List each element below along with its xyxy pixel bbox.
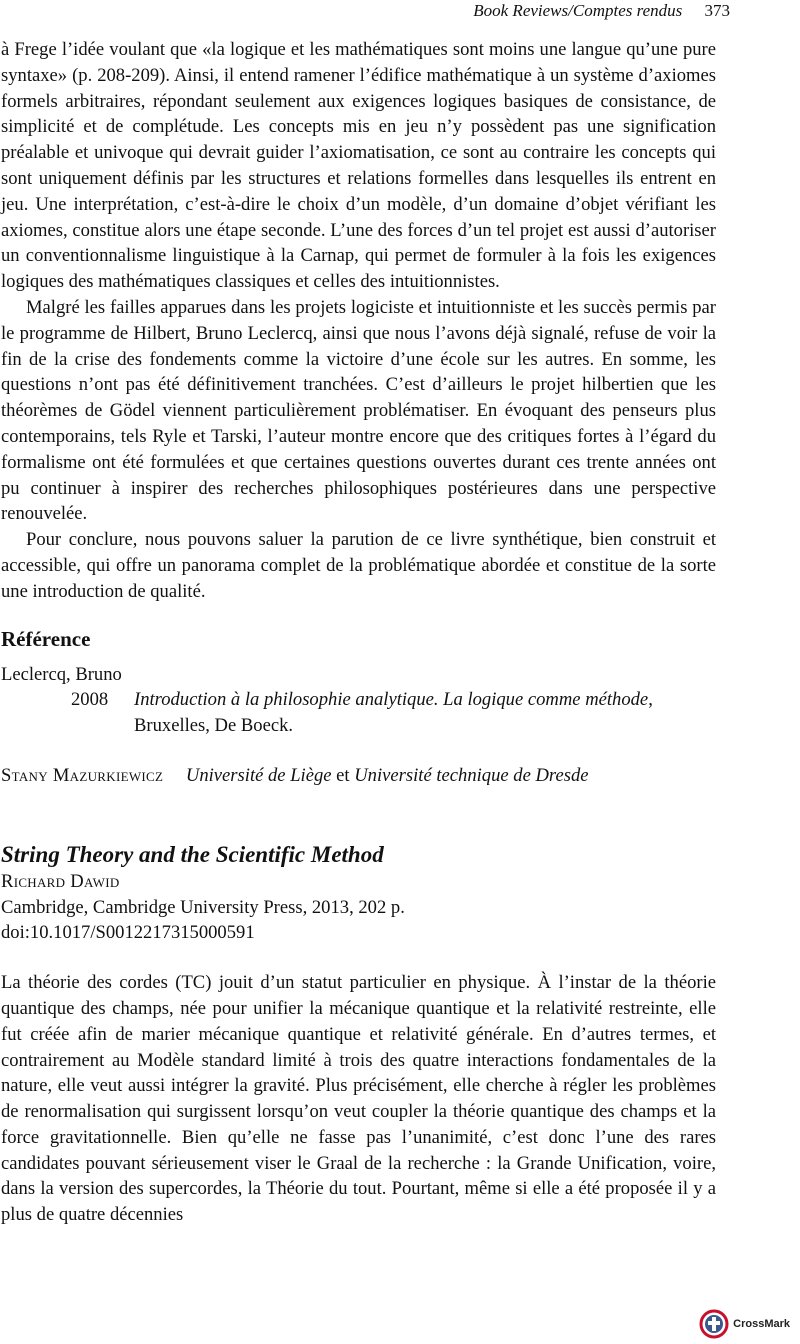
reviewer-conjunction: et — [336, 764, 350, 786]
paragraph-2: Malgré les failles apparues dans les projets logiciste et intuitionniste et les succès permis par le programme de Hilbert, Bruno Leclercq, ainsi que nous l’avons déjà signalé, refuse de voir la fin de la crise des fondements comme la victoire d’une école sur les autres. En somme, les questions n’ont pas été définitivement tranchées. C’est d’ailleurs le projet hilbertien que les théorèmes de Gödel viennent particulièrement problématiser. En évoquant des penseurs plus contemporains, tels Ryle et Tarski, l’auteur montre encore que des critiques fortes à l’égard du formalisme ont été formulées et que certaines questions ouvertes durant ces trente années ont pu continuer à inspirer des recherches philosophiques postérieures dans une perspective renouvelée. — [1, 296, 716, 525]
reference-title: Introduction à la philosophie analytique. La logique comme méthode — [134, 689, 649, 711]
reviewer-affiliation-2: Université technique de Dresde — [354, 764, 589, 786]
review-book-title: String Theory and the Scientific Method — [1, 841, 384, 867]
crossmark-label: CrossMark — [733, 1318, 790, 1330]
reference-heading: Référence — [1, 626, 91, 651]
crossmark-badge[interactable] — [699, 1306, 790, 1342]
page-number: 373 — [704, 1, 730, 20]
review-book-publication: Cambridge, Cambridge University Press, 2013, 202 p. — [1, 896, 405, 918]
reviewer-name: Stany Mazurkiewicz — [1, 764, 164, 786]
review-body-paragraph: La théorie des cordes (TC) jouit d’un statut particulier en physique. À l’instar de la théorie quantique des champs, née pour unifier la mécanique quantique et la relativité restreinte, elle fut créée afin de marier mécanique quantique et relativité générale. En d’autres termes, et contrairement au Modèle standard limité à trois des quatre interactions fondamentales de la nature, elle veut aussi intégrer la gravité. Plus précisément, elle cherche à régler les problèmes de renormalisation qui surgissent lorsqu’on veut coupler la théorie quantique des champs et la force gravitationnelle. Bien qu’elle ne fasse pas l’unanimité, c’est donc l’une des rares candidates pouvant sérieusement viser le Graal de la recherche : la Grande Unification, voire, dans la version des supercordes, la Théorie du tout. Pourtant, même si elle a été proposée il y a plus de quatre décennies — [1, 972, 716, 1226]
reviewer-signature — [1, 763, 716, 789]
reviewer-affiliation-1: Université de Liège — [185, 764, 332, 786]
crossmark-icon — [699, 1309, 729, 1339]
journal-section-title: Book Reviews/Comptes rendus — [473, 1, 683, 20]
paragraph-1: à Frege l’idée voulant que «la logique et les mathématiques sont moins une langue qu’une pure syntaxe» (p. 208-209). Ainsi, il entend ramener l’édifice mathématique à un système d’axiomes formels arbitraires, répondant seulement aux exigences logiques basiques de consistance, de simplicité et de complétude. Les concepts mis en jeu n’y possèdent pas une signification préalable et univoque qui devrait guider l’axiomatisation, ce sont au contraire les concepts qui sont uniquement définis par les structures et relations formelles dans lesquelles ils entrent en jeu. Une interprétation, c’est-à-dire le choix d’un modèle, d’un domaine d’objet vérifiant les axiomes, constitue alors une étape seconde. L’une des forces d’un tel projet est aussi d’autoriser un conventionnalisme linguistique à la Carnap, qui permet de formuler à la fois les exigences logiques des mathématiques classiques et celles des intuitionnistes. — [1, 39, 716, 293]
review-book-author: Richard Dawid — [1, 870, 120, 892]
reference-entry — [1, 687, 716, 739]
reference-text — [134, 687, 716, 739]
review-doi: doi:10.1017/S0012217315000591 — [1, 922, 255, 944]
running-header — [473, 0, 730, 22]
reference-publisher: , Bruxelles, De Boeck. — [134, 689, 653, 737]
review-book-info — [1, 869, 716, 946]
paragraph-3: Pour conclure, nous pouvons saluer la parution de ce livre synthétique, bien construit et accessible, qui offre un panorama complet de la problématique abordée et constitue de la sorte une introduction de qualité. — [1, 529, 716, 602]
page-content — [1, 37, 716, 1228]
reference-author: Leclercq, Bruno — [1, 663, 122, 685]
reference-year: 2008 — [71, 689, 109, 711]
